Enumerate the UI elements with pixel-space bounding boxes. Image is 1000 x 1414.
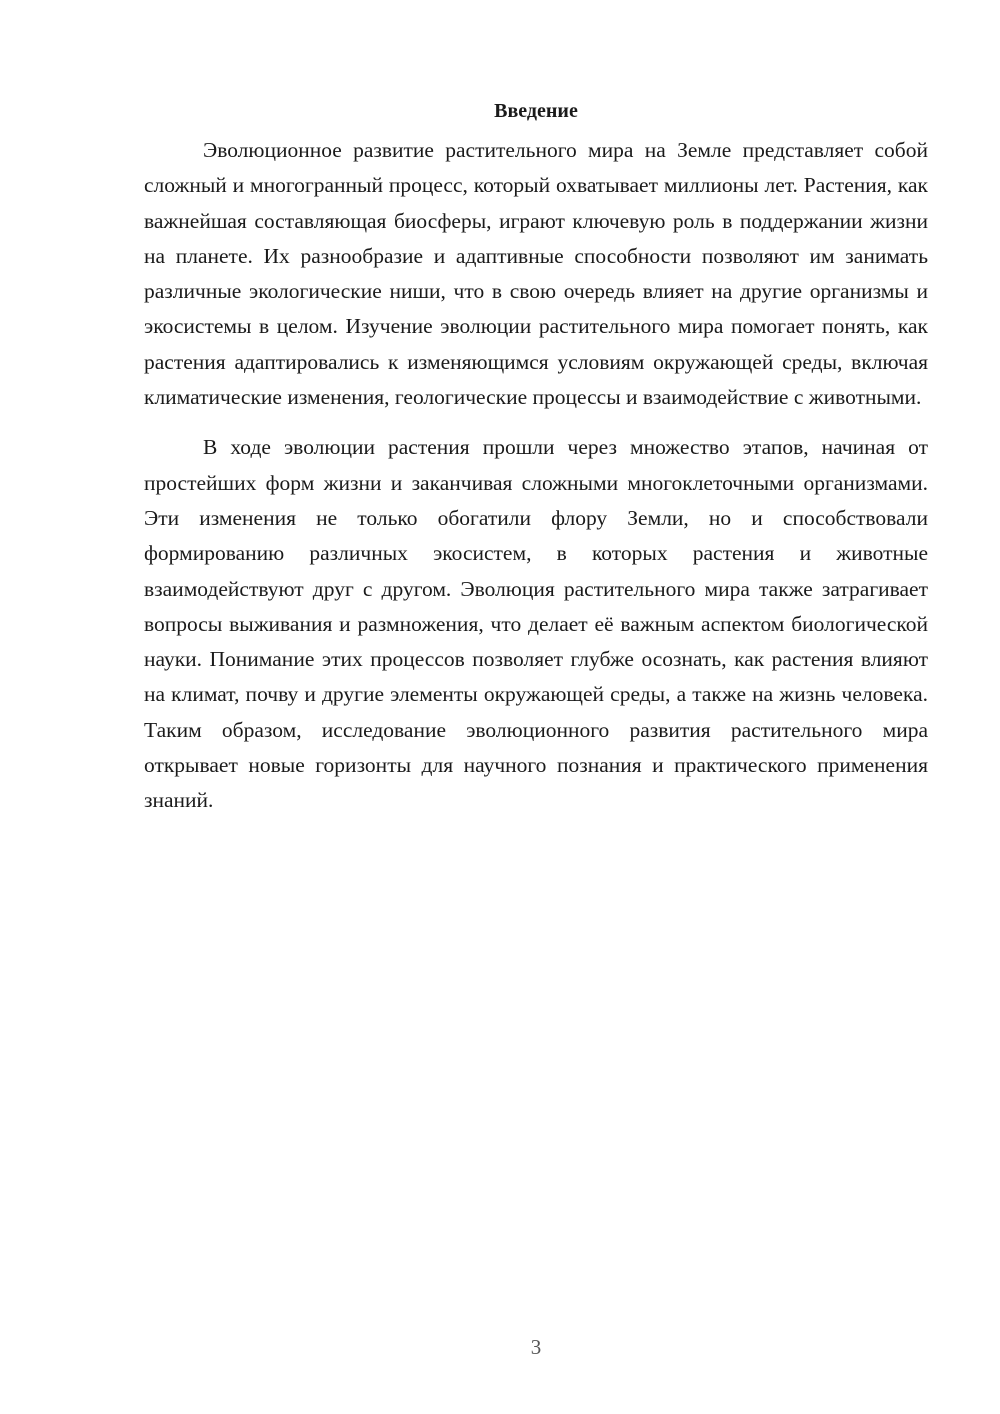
section-heading: Введение [494,100,578,122]
page-content [144,96,928,834]
paragraph-1: Эволюционное развитие растительного мира на Земле представляет собой сложный и многогранный процесс, который охватывает миллионы лет. Растения, как важнейшая составляющая биосферы, играют ключевую роль в поддержании жизни на планете. Их разнообразие и адаптивные способности позволяют им занимать различные экологические ниши, что в свою очередь влияет на другие организмы и экосистемы в целом. Изучение эволюции растительного мира помогает понять, как растения адаптировались к изменяющимся условиям окружающей среды, включая климатические изменения, геологические процессы и взаимодействие с животными. [144,138,928,410]
page-number: 3 [530,1335,542,1359]
paragraph-2: В ходе эволюции растения прошли через множество этапов, начиная от простейших форм жизни и заканчивая сложными многоклеточными организмами. Эти изменения не только обогатили флору Земли, но и способствовали формированию различных экосистем, в которых растения и животные взаимодействуют друг с другом. Эволюция растительного мира также затрагивает вопросы выживания и размножения, что делает её важным аспектом биологической науки. Понимание этих процессов позволяет глубже осознать, как растения влияют на климат, почву и другие элементы окружающей среды, а также на жизнь человека. Таким образом, исследование эволюционного развития растительного мира открывает новые горизонты для научного познания и практического применения знаний. [144,435,928,813]
